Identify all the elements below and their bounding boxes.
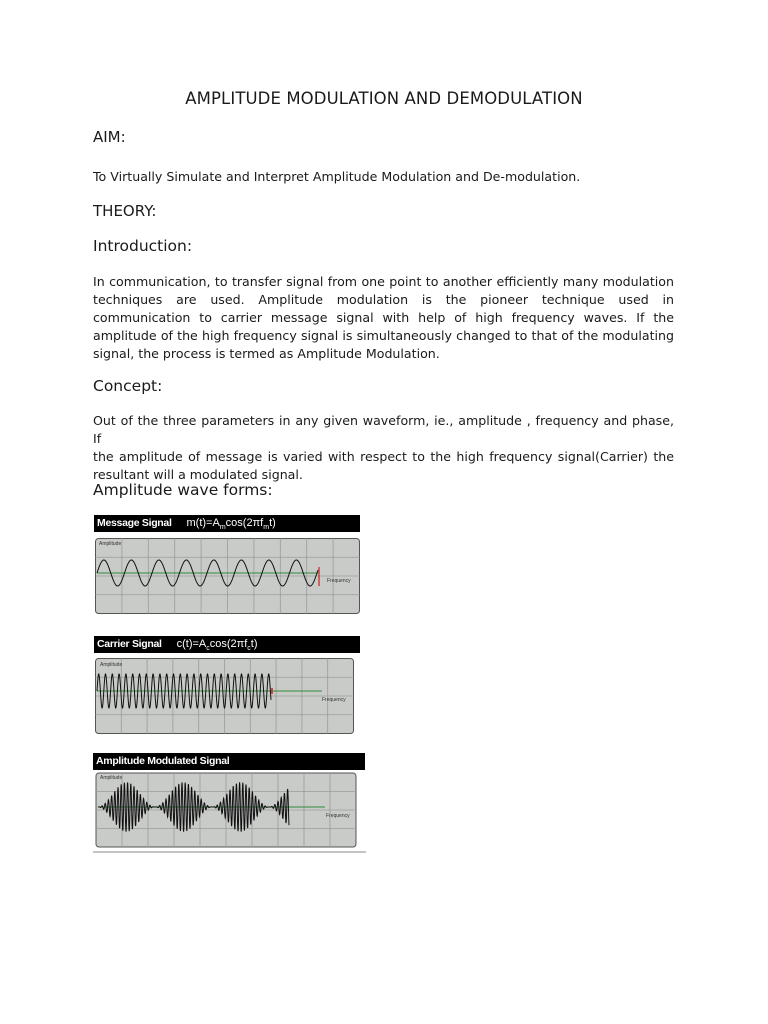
waveforms-heading: Amplitude wave forms: xyxy=(93,481,273,499)
paragraph-line: resultant will a modulated signal. xyxy=(93,467,303,482)
introduction-paragraph xyxy=(93,273,674,363)
concept-paragraph xyxy=(93,412,674,484)
aim-text: To Virtually Simulate and Interpret Amplitude Modulation and De-modulation. xyxy=(93,169,581,184)
page-title: AMPLITUDE MODULATION AND DEMODULATION xyxy=(185,89,583,108)
am-x-axis-label: Frequency xyxy=(326,813,350,819)
paragraph-line: techniques are used. Amplitude modulation is the pioneer technique used in xyxy=(93,292,674,307)
paragraph-line: signal, the process is termed as Amplitude Modulation. xyxy=(93,346,440,361)
carrier-x-axis-label: Frequency xyxy=(322,697,346,703)
message-signal-header xyxy=(94,515,360,532)
am-y-axis-label: Amplitude xyxy=(100,775,123,781)
message-x-axis-label: Frequency xyxy=(327,578,351,584)
message-signal-plot xyxy=(94,537,361,615)
paragraph-line: In communication, to transfer signal from one point to another efficiently many modulation xyxy=(93,274,674,289)
aim-heading: AIM: xyxy=(93,128,126,146)
introduction-heading: Introduction: xyxy=(93,237,193,255)
paragraph-line: the amplitude of message is varied with respect to the high frequency signal(Carrier) the xyxy=(93,449,674,464)
paragraph-line: communication to carrier message signal with help of high frequency waves. If the xyxy=(93,310,674,325)
carrier-signal-label: Carrier Signal xyxy=(97,638,162,650)
paragraph-line: amplitude of the high frequency signal is simultaneously changed to that of the modulating xyxy=(93,328,674,343)
carrier-signal-header xyxy=(94,636,360,653)
paragraph-line: Out of the three parameters in any given waveform, ie., amplitude , frequency and phase, If xyxy=(93,413,674,446)
carrier-signal-formula: $c(t)=A_c\cos(2\pi f_ct)$ xyxy=(176,638,258,653)
message-signal-label: Message Signal xyxy=(97,517,172,529)
message-signal-formula: $m(t)=A_m\cos(2\pi f_mt)$ xyxy=(186,517,276,532)
carrier-y-axis-label: Amplitude xyxy=(100,662,123,668)
message-y-axis-label: Amplitude xyxy=(99,541,122,547)
am-signal-label: Amplitude Modulated Signal xyxy=(96,755,230,767)
am-signal-header xyxy=(93,753,365,770)
carrier-signal-plot xyxy=(94,657,355,735)
concept-heading: Concept: xyxy=(93,377,163,395)
theory-heading: THEORY: xyxy=(93,202,157,220)
